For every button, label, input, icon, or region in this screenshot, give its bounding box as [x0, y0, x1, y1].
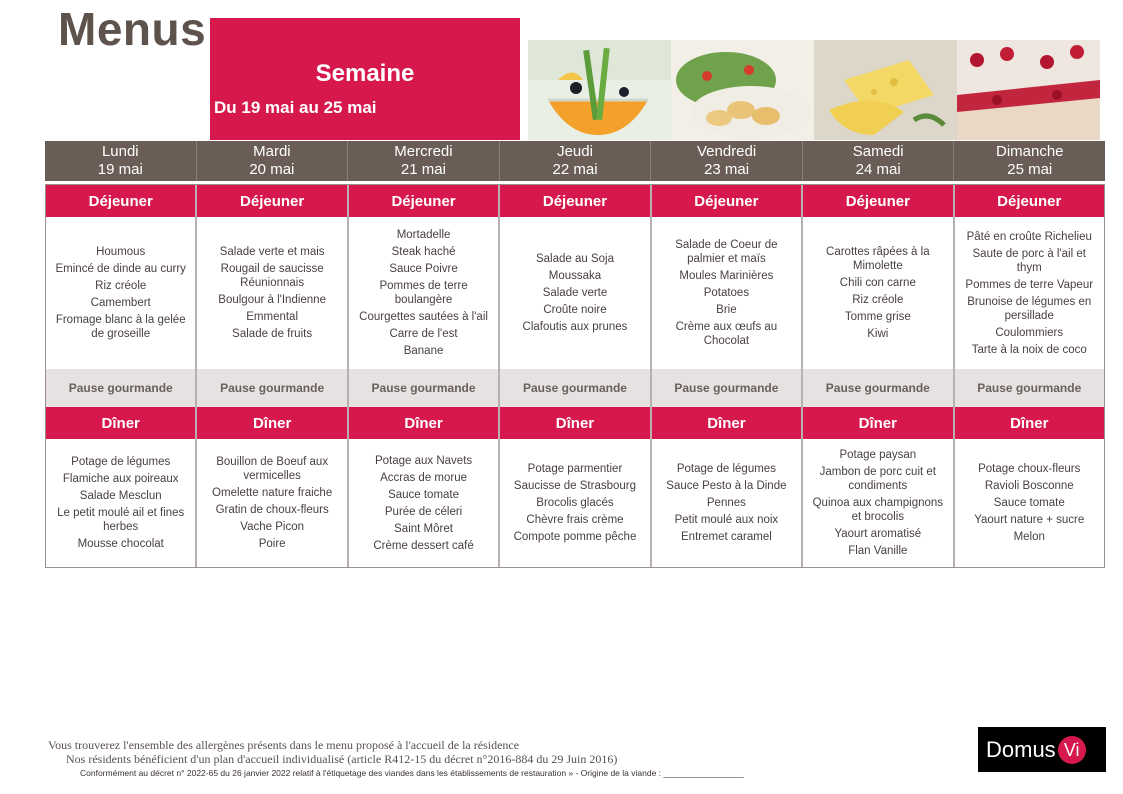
- day-header-dimanche: [954, 141, 1105, 181]
- dejeuner-items: [803, 217, 952, 369]
- menu-item: Potage aux Navets: [374, 454, 473, 467]
- day-column-vendredi: [652, 185, 803, 567]
- day-date: 21 mai: [400, 161, 446, 178]
- meat-origin-note: Conformément au décret n° 2022-65 du 26 janvier 2022 relatif à l'étiquetage des viandes dans les établissements de restauration » - Origine de la viande : _________________: [80, 768, 744, 778]
- menu-item: Saute de porc à l'ail et thym: [972, 247, 1086, 274]
- menu-item: Camembert: [90, 297, 151, 309]
- menu-item: Quinoa aux champignons et brocolis: [812, 497, 944, 523]
- menu-item: Sauce Poivre: [389, 263, 458, 275]
- day-name: Samedi: [852, 143, 904, 160]
- week-banner: [210, 18, 520, 140]
- menu-item: Potage parmentier: [527, 463, 623, 475]
- day-name: Jeudi: [557, 143, 593, 160]
- domusvi-logo: [978, 727, 1106, 772]
- allergen-note: Vous trouverez l'ensemble des allergènes présents dans le menu proposé à l'accueil de la résidence: [48, 738, 520, 752]
- menu-item: Le petit moulé ail et fines herbes: [57, 507, 185, 533]
- pause-gourmande: Pause gourmande: [652, 369, 801, 407]
- day-name: Dimanche: [995, 143, 1064, 160]
- menu-item: Jambon de porc cuit et condiments: [819, 466, 936, 492]
- diner-header: Dîner: [955, 407, 1104, 439]
- diner-items: [652, 439, 801, 567]
- diner-items: [500, 439, 649, 567]
- day-column-lundi: [46, 185, 197, 567]
- diner-header: Dîner: [349, 407, 498, 439]
- menu-item: Crème aux œufs au Chocolat: [675, 321, 778, 347]
- pause-gourmande: Pause gourmande: [500, 369, 649, 407]
- asparagus-verrine-photo: [528, 40, 671, 140]
- menu-item: Crème dessert café: [373, 539, 474, 552]
- diner-items: [46, 439, 195, 567]
- week-label: Semaine: [315, 60, 415, 87]
- dejeuner-header: Déjeuner: [500, 185, 649, 217]
- menu-item: Salade de fruits: [232, 328, 313, 340]
- day-date: 24 mai: [855, 161, 901, 178]
- food-photos: [528, 40, 1101, 140]
- diner-items: [955, 439, 1104, 567]
- day-date: 22 mai: [552, 161, 598, 178]
- pause-gourmande: Pause gourmande: [955, 369, 1104, 407]
- menu-item: Mousse chocolat: [77, 538, 164, 550]
- dejeuner-items: [500, 217, 649, 369]
- cheese-photo: [814, 40, 957, 140]
- menu-item: Mortadelle: [396, 229, 451, 241]
- dejeuner-header: Déjeuner: [46, 185, 195, 217]
- diner-header: Dîner: [46, 407, 195, 439]
- menu-item: Sauce tomate: [388, 488, 460, 501]
- week-dates: Du 19 mai au 25 mai: [214, 98, 377, 117]
- menu-item: Riz créole: [95, 280, 147, 292]
- logo-mark: Vi: [1058, 736, 1086, 764]
- menu-item: Boulgour à l'Indienne: [218, 294, 326, 306]
- menu-item: Melon: [1013, 531, 1045, 543]
- day-date: 19 mai: [97, 161, 143, 178]
- menu-item: Fromage blanc à la gelée de groseille: [55, 314, 186, 340]
- menu-item: Gratin de choux-fleurs: [215, 504, 329, 516]
- menu-item: Omelette nature fraiche: [212, 487, 333, 499]
- pause-gourmande: Pause gourmande: [803, 369, 952, 407]
- dejeuner-items: [955, 217, 1104, 369]
- menu-item: Petit moulé aux noix: [674, 514, 779, 526]
- pause-gourmande: Pause gourmande: [197, 369, 346, 407]
- day-column-mercredi: [349, 185, 500, 567]
- menu-item: Yaourt aromatisé: [834, 528, 922, 540]
- day-column-jeudi: [500, 185, 651, 567]
- menu-item: Salade Mesclun: [79, 490, 162, 502]
- menu-item: Brunoise de légumes en persillade: [967, 295, 1092, 322]
- diner-items: [197, 439, 346, 567]
- menu-item: Salade verte et mais: [219, 246, 325, 258]
- diner-header: Dîner: [803, 407, 952, 439]
- menu-item: Sauce Pesto à la Dinde: [666, 480, 787, 492]
- menu-item: Tarte à la noix de coco: [971, 343, 1087, 356]
- menu-item: Sauce tomate: [993, 497, 1065, 509]
- menu-item: Saint Môret: [394, 522, 453, 535]
- menu-item: Riz créole: [852, 294, 904, 306]
- menu-item: Poire: [258, 538, 286, 550]
- day-name: Lundi: [101, 143, 139, 160]
- dejeuner-header: Déjeuner: [349, 185, 498, 217]
- menu-item: Pommes de terre Vapeur: [965, 278, 1094, 291]
- menu-item: Pennes: [706, 497, 746, 509]
- menu-item: Steak haché: [391, 246, 456, 258]
- menu-item: Salade de Coeur de palmier et maïs: [675, 239, 778, 265]
- diner-header: Dîner: [197, 407, 346, 439]
- dejeuner-header: Déjeuner: [955, 185, 1104, 217]
- menu-item: Vache Picon: [240, 521, 304, 533]
- menu-item: Brocolis glacés: [536, 497, 614, 509]
- pause-gourmande: Pause gourmande: [349, 369, 498, 407]
- menu-item: Compote pomme pêche: [513, 531, 637, 543]
- menu-item: Banane: [403, 345, 444, 357]
- diner-header: Dîner: [500, 407, 649, 439]
- menu-item: Chili con carne: [839, 277, 916, 289]
- dejeuner-items: [652, 217, 801, 369]
- menu-item: Ravioli Bosconne: [984, 480, 1074, 492]
- menu-item: Carre de l'est: [389, 328, 458, 340]
- day-name: Vendredi: [696, 143, 757, 160]
- menu-item: Saucisse de Strasbourg: [513, 480, 637, 492]
- cherry-tart-photo: [957, 40, 1100, 140]
- day-date: 25 mai: [1007, 161, 1053, 178]
- menu-item: Coulommiers: [995, 326, 1064, 339]
- menu-item: Salade au Soja: [535, 253, 614, 265]
- menu-item: Houmous: [96, 246, 146, 258]
- menu-item: Moussaka: [548, 270, 602, 282]
- menu-item: Rougail de saucisse Réunionnais: [220, 263, 324, 289]
- menu-item: Tomme grise: [844, 311, 911, 323]
- day-date: 23 mai: [704, 161, 750, 178]
- ravioli-salad-photo: [671, 40, 814, 140]
- dejeuner-header: Déjeuner: [197, 185, 346, 217]
- pause-gourmande: Pause gourmande: [46, 369, 195, 407]
- menu-item: Accras de morue: [380, 471, 468, 484]
- logo-text: Domus: [986, 736, 1056, 762]
- menu-item: Purée de céleri: [384, 505, 463, 518]
- menu-item: Bouillon de Boeuf aux vermicelles: [216, 456, 329, 482]
- menu-item: Brie: [716, 304, 737, 316]
- dejeuner-items: [349, 217, 498, 369]
- day-header-vendredi: [651, 141, 803, 181]
- menu-item: Pommes de terre boulangère: [379, 280, 468, 306]
- dejeuner-items: [197, 217, 346, 369]
- menu-item: Salade verte: [542, 287, 608, 299]
- menu-item: Potage de légumes: [676, 463, 776, 475]
- menu-item: Kiwi: [867, 328, 889, 340]
- menu-item: Emmental: [246, 311, 299, 323]
- day-column-dimanche: [955, 185, 1104, 567]
- diner-items: [803, 439, 952, 567]
- day-header-jeudi: [500, 141, 652, 181]
- menu-item: Moules Marinières: [679, 270, 774, 282]
- welcome-plan-note: Nos résidents bénéficient d'un plan d'accueil individualisé (article R412-15 du décret n°2016-884 du 29 Juin 2016): [66, 752, 618, 766]
- menu-item: Chèvre frais crème: [526, 514, 624, 526]
- menu-item: Entremet caramel: [681, 531, 772, 543]
- day-column-mardi: [197, 185, 348, 567]
- menu-item: Potage paysan: [839, 449, 917, 461]
- dejeuner-items: [46, 217, 195, 369]
- menu-item: Courgettes sautées à l'ail: [359, 311, 488, 323]
- day-header-mercredi: [348, 141, 500, 181]
- menu-item: Potatoes: [703, 287, 750, 299]
- diner-items: [349, 439, 498, 567]
- day-header-mardi: [197, 141, 349, 181]
- dejeuner-header: Déjeuner: [652, 185, 801, 217]
- page-title: Menus: [58, 3, 207, 55]
- menu-item: Potage choux-fleurs: [978, 463, 1081, 475]
- menu-item: Potage de légumes: [71, 456, 171, 468]
- day-name: Mercredi: [394, 143, 453, 160]
- day-column-samedi: [803, 185, 954, 567]
- menu-item: Emincé de dinde au curry: [55, 263, 186, 275]
- menu-item: Flan Vanille: [848, 545, 908, 557]
- day-date: 20 mai: [249, 161, 295, 178]
- dejeuner-header: Déjeuner: [803, 185, 952, 217]
- day-name: Mardi: [253, 143, 291, 160]
- menu-item: Croûte noire: [543, 304, 607, 316]
- diner-header: Dîner: [652, 407, 801, 439]
- day-header-lundi: [45, 141, 197, 181]
- day-header-row: [45, 141, 1105, 181]
- menu-item: Carottes râpées à la Mimolette: [826, 246, 930, 272]
- menu-grid: [45, 184, 1105, 568]
- menu-item: Pâté en croûte Richelieu: [966, 230, 1092, 243]
- menu-item: Yaourt nature + sucre: [974, 514, 1085, 526]
- menu-item: Clafoutis aux prunes: [522, 321, 628, 333]
- menu-item: Flamiche aux poireaux: [62, 473, 179, 485]
- day-header-samedi: [803, 141, 955, 181]
